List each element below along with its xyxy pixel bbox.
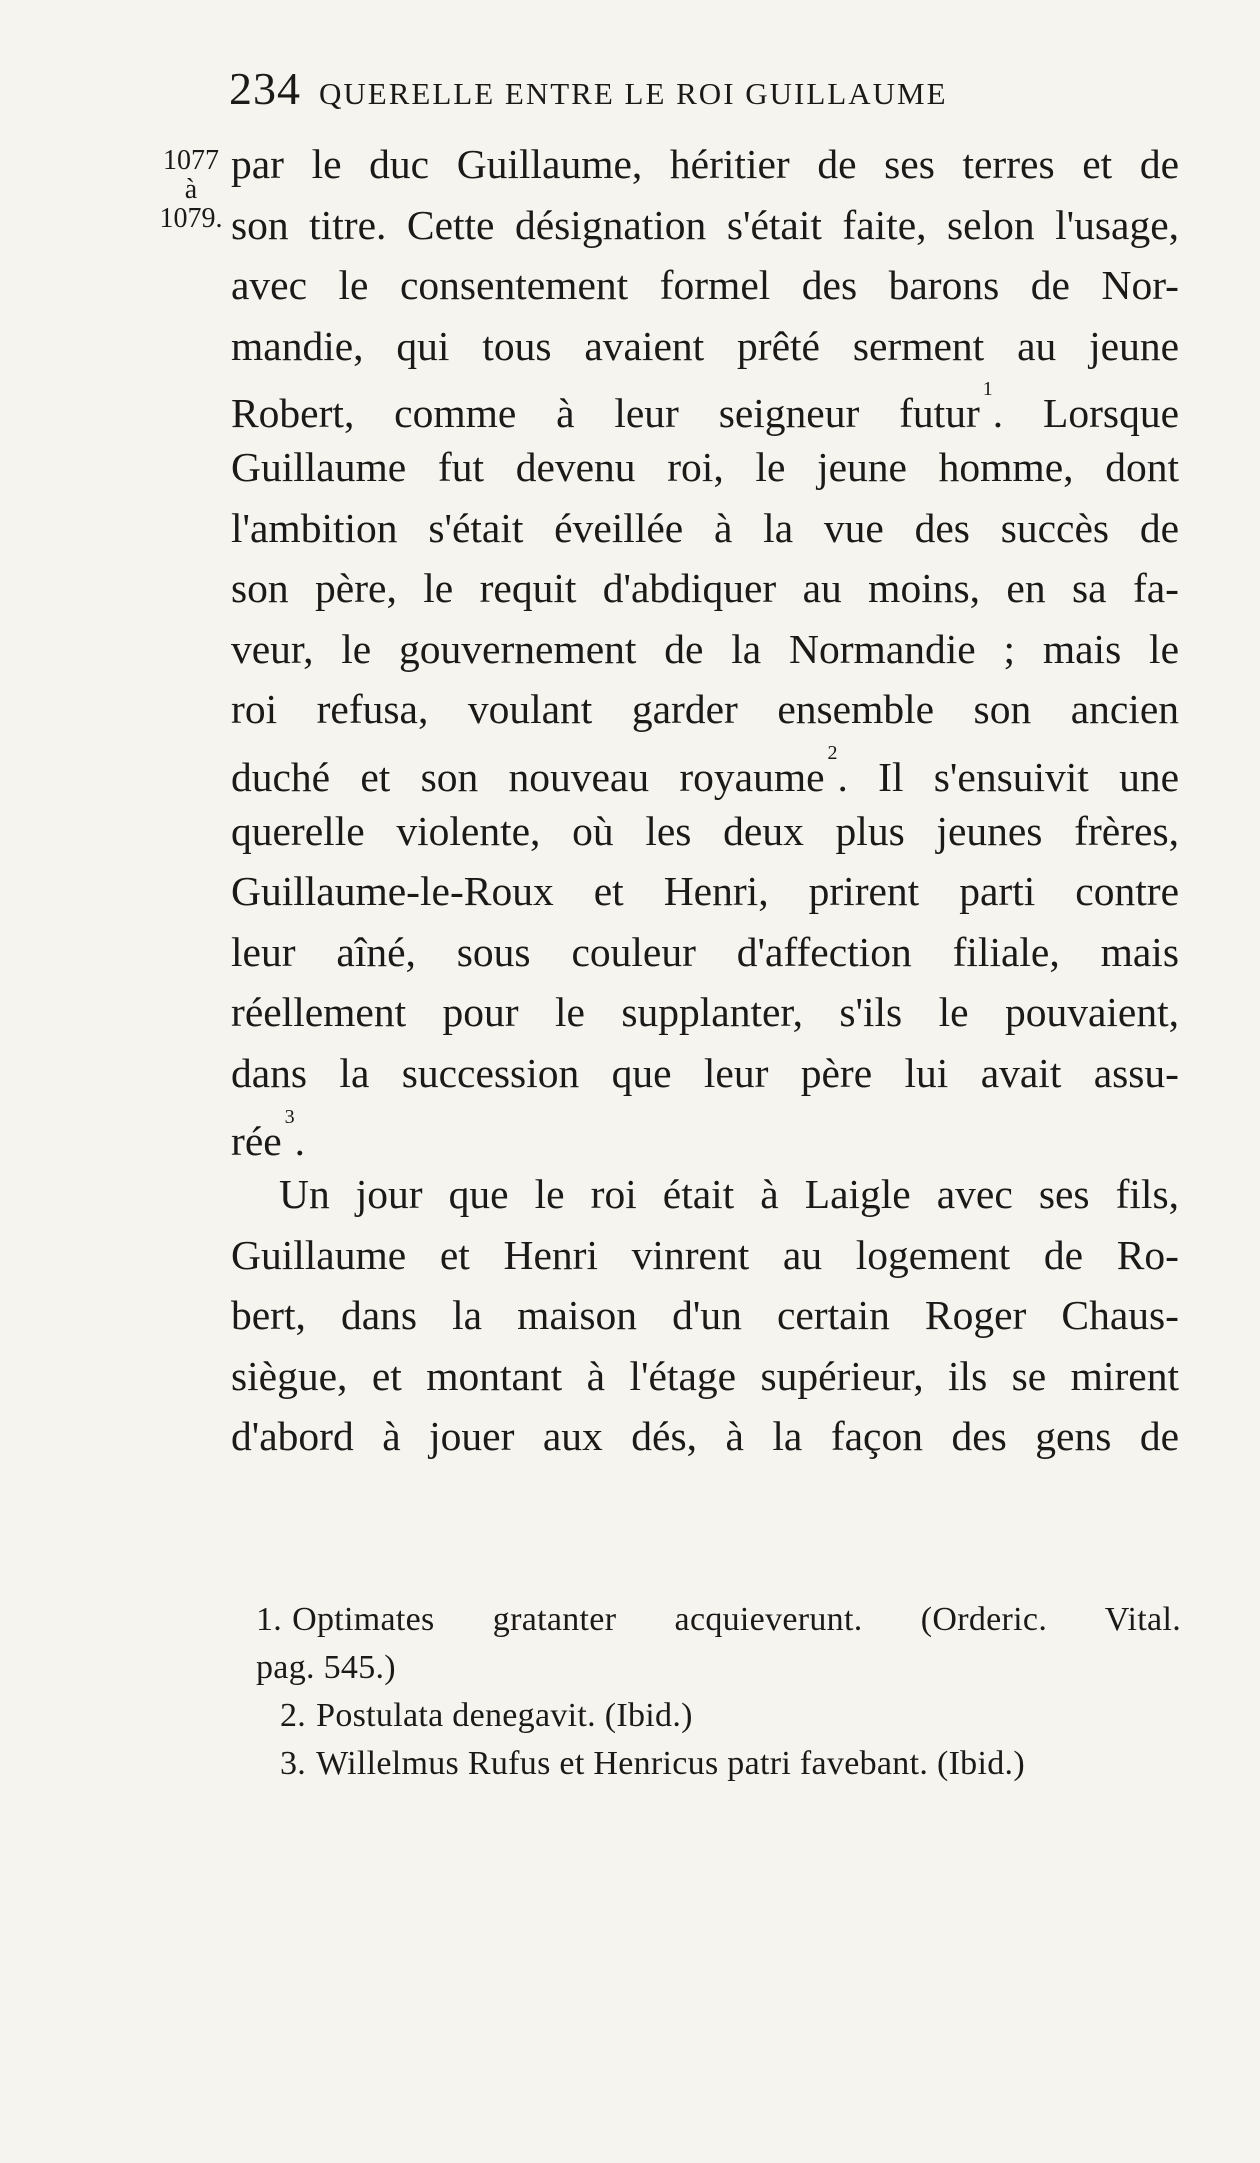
text-line: son titre. Cette désignation s'était faite, selon l'usage, (231, 201, 1179, 248)
text-line: querelle violente, où les deux plus jeunes frères, (231, 807, 1179, 854)
text-line: d'abord à jouer aux dés, à la façon des gens de (231, 1413, 1179, 1460)
footnote-number: 3. (280, 1745, 307, 1782)
text-line (231, 740, 1179, 801)
footnote-text: Postulata denegavit. (Ibid.) (316, 1697, 693, 1734)
text-segment: duché et son nouveau royaume (231, 753, 825, 800)
text-segment: rée (231, 1117, 282, 1164)
footnote-text: Optimates gratanter acquieverunt. (Orderic. Vital. (292, 1601, 1181, 1638)
text-line: veur, le gouvernement de la Normandie ; mais le (231, 625, 1179, 672)
main-text (231, 134, 1179, 1467)
text-line: bert, dans la maison d'un certain Roger Chaus- (231, 1292, 1179, 1339)
text-line: Guillaume-le-Roux et Henri, prirent parti contre (231, 868, 1179, 915)
text-line: dans la succession que leur père lui avait assu- (231, 1049, 1179, 1096)
text-line: Guillaume fut devenu roi, le jeune homme, dont (231, 443, 1179, 490)
text-line: Un jour que le roi était à Laigle avec ses fils, (279, 1171, 1179, 1218)
text-line: mandie, qui tous avaient prêté serment au jeune (231, 322, 1179, 369)
footnote-text: Willelmus Rufus et Henricus patri favebant. (Ibid.) (316, 1745, 1025, 1782)
footnotes (256, 1596, 1181, 1788)
text-line: siègue, et montant à l'étage supérieur, ils se mirent (231, 1352, 1179, 1399)
page-number: 234 (229, 63, 301, 114)
text-line: leur aîné, sous couleur d'affection filiale, mais (231, 928, 1179, 975)
footnote-ref-2: 2 (827, 741, 838, 764)
text-line: l'ambition s'était éveillée à la vue des succès de (231, 504, 1179, 551)
footnote-1-continuation: pag. 545.) (256, 1649, 396, 1686)
footnote-2 (256, 1692, 1181, 1740)
text-segment: . (294, 1117, 306, 1164)
running-head (229, 62, 1089, 126)
footnote-1 (256, 1596, 1181, 1644)
running-title: QUERELLE ENTRE LE ROI GUILLAUME (319, 76, 948, 111)
text-line: réellement pour le supplanter, s'ils le pouvaient, (231, 989, 1179, 1036)
footnote-ref-3: 3 (284, 1105, 295, 1128)
margin-start-year: 1077 (163, 145, 219, 176)
text-segment: . Il s'ensuivit une (837, 753, 1180, 800)
text-line: Guillaume et Henri vinrent au logement de Ro- (231, 1231, 1179, 1278)
text-line: par le duc Guillaume, héritier de ses terres et de (231, 141, 1179, 187)
footnote-number: 2. (280, 1697, 307, 1734)
footnote-ref-1: 1 (982, 378, 993, 401)
footnote-3 (256, 1740, 1181, 1788)
text-line: son père, le requit d'abdiquer au moins, en sa fa- (231, 565, 1179, 612)
margin-date-note (150, 146, 232, 233)
text-segment: Robert, comme à leur seigneur futur (231, 390, 980, 437)
text-line: avec le consentement formel des barons de Nor- (231, 262, 1179, 309)
text-line: roi refusa, voulant garder ensemble son ancien (231, 686, 1179, 733)
text-line (231, 376, 1179, 437)
text-segment: . Lorsque (992, 390, 1179, 437)
margin-end-year: 1079. (159, 203, 223, 234)
margin-connector: à (184, 174, 198, 205)
footnote-number: 1. (256, 1601, 283, 1638)
text-line (231, 1104, 1179, 1165)
